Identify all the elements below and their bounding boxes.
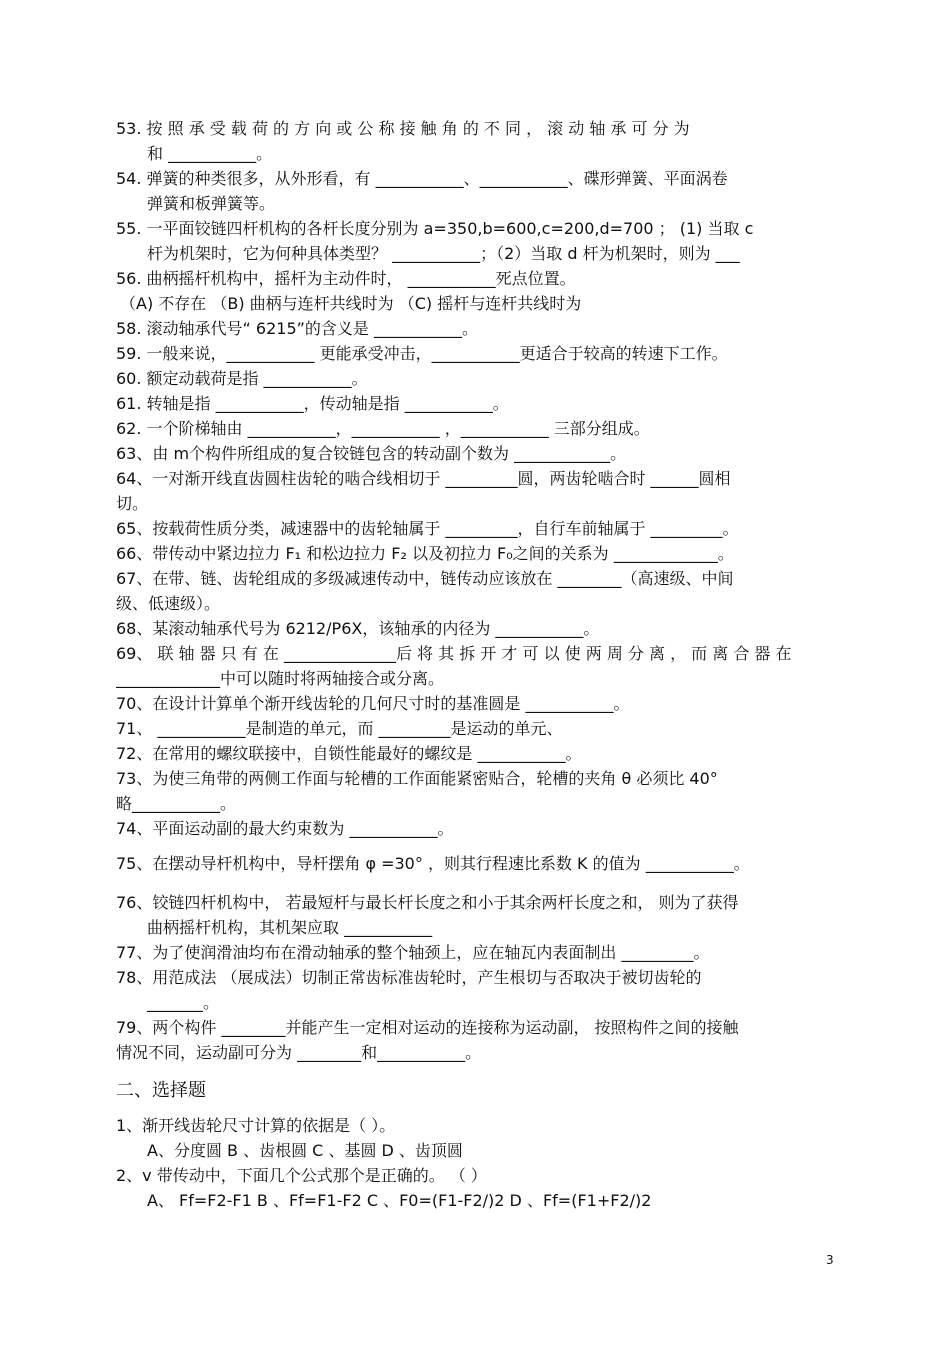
section-title: 二、选择题 bbox=[116, 1080, 206, 1101]
question-74: 74、平面运动副的最大约束数为 ___________。 bbox=[116, 819, 454, 838]
question-58: 58. 滚动轴承代号“ 6215”的含义是 ___________。 bbox=[116, 319, 479, 338]
question-73-line-1: 73、为使三角带的两侧工作面与轮槽的工作面能紧密贴合，轮槽的夹角 θ 必须比 40° bbox=[116, 769, 718, 788]
question-75: 75、在摆动导杆机构中，导杆摆角 φ =30° ，则其行程速比系数 K 的值为 ___________。 bbox=[116, 854, 750, 873]
question-79-line-1: 79、两个构件 ________并能产生一定相对运动的连接称为运动副， 按照构件之间的接触 bbox=[116, 1018, 739, 1037]
question-67-line-1: 67、在带、链、齿轮组成的多级减速传动中，链传动应该放在 ________（高速级、中间 bbox=[116, 569, 734, 588]
question-79-line-2: 情况不同，运动副可分为 ________和___________。 bbox=[116, 1043, 482, 1062]
question-64-line-1: 64、一对渐开线直齿圆柱齿轮的啮合线相切于 _________圆，两齿轮啮合时 ______圆相 bbox=[116, 469, 731, 488]
question-62: 62. 一个阶梯轴由 ___________，___________ ，___________ 三部分组成。 bbox=[116, 419, 650, 438]
question-68: 68、某滚动轴承代号为 6212/P6X，该轴承的内径为 ___________。 bbox=[116, 619, 600, 638]
question-56-line-1: 56. 曲柄摇杆机构中，摇杆为主动件时， ___________死点位置。 bbox=[116, 269, 576, 288]
question-59: 59. 一般来说，___________ 更能承受冲击，___________更适合于较高的转速下工作。 bbox=[116, 344, 728, 363]
question-53-line-2: 和 ___________。 bbox=[147, 144, 273, 163]
question-69-line-2: _____________中可以随时将两轴接合或分离。 bbox=[116, 669, 445, 688]
question-55-line-1: 55. 一平面铰链四杆机构的各杆长度分别为 a=350,b=600,c=200,d=700 ； (1) 当取 c bbox=[116, 219, 754, 238]
question-60: 60. 额定动载荷是指 ___________。 bbox=[116, 369, 368, 388]
question-65: 65、按载荷性质分类，减速器中的齿轮轴属于 _________，自行车前轴属于 _________。 bbox=[116, 519, 739, 538]
question-64-line-2: 切。 bbox=[116, 494, 149, 513]
question-78-line-2: _______。 bbox=[147, 993, 220, 1012]
question-56-options: （A) 不存在 （B) 曲柄与连杆共线时为 （C) 摇杆与连杆共线时为 bbox=[120, 294, 582, 313]
question-54-line-2: 弹簧和板弹簧等。 bbox=[147, 194, 276, 213]
question-78-line-1: 78、用范成法 （展成法）切制正常齿标准齿轮时，产生根切与否取决于被切齿轮的 bbox=[116, 968, 702, 987]
question-67-line-2: 级、低速级）。 bbox=[116, 594, 221, 613]
question-69-line-1: 69、 联 轴 器 只 有 在 ______________后 将 其 拆 开 才 可 以 使 两 周 分 离 ， 而 离 合 器 在 bbox=[116, 644, 792, 663]
question-73-line-2: 略___________。 bbox=[116, 794, 237, 813]
question-76-line-2: 曲柄摇杆机构，其机架应取 ___________ bbox=[147, 918, 433, 937]
choice-question-2-options: A、 Ff=F2-F1 B 、Ff=F1-F2 C 、F0=(F1-F2/)2 D 、Ff=(F1+F2/)2 bbox=[147, 1191, 652, 1210]
choice-question-1-options: A、分度圆 B 、齿根圆 C 、基圆 D 、齿顶圆 bbox=[147, 1141, 463, 1160]
choice-question-2: 2、v 带传动中，下面几个公式那个是正确的。 （ ） bbox=[116, 1166, 487, 1185]
question-63: 63、由 m个构件所组成的复合铰链包含的转动副个数为 ____________。 bbox=[116, 444, 627, 463]
question-61: 61. 转轴是指 ___________，传动轴是指 ___________。 bbox=[116, 394, 509, 413]
page-number: 3 bbox=[826, 1253, 834, 1267]
choice-question-1: 1、渐开线齿轮尺寸计算的依据是（ ）。 bbox=[116, 1116, 396, 1135]
question-77: 77、为了使润滑油均布在滑动轴承的整个轴颈上，应在轴瓦内表面制出 _________。 bbox=[116, 943, 710, 962]
question-66: 66、带传动中紧边拉力 F₁ 和松边拉力 F₂ 以及初拉力 F₀之间的关系为 _____________。 bbox=[116, 544, 734, 563]
question-54-line-1: 54. 弹簧的种类很多，从外形看，有 ___________、___________、碟形弹簧、平面涡卷 bbox=[116, 169, 728, 188]
question-70: 70、在设计计算单个渐开线齿轮的几何尺寸时的基准圆是 ___________。 bbox=[116, 694, 630, 713]
question-72: 72、在常用的螺纹联接中，自锁性能最好的螺纹是 ___________。 bbox=[116, 744, 582, 763]
question-76-line-1: 76、铰链四杆机构中， 若最短杆与最长杆长度之和小于其余两杆长度之和， 则为了获得 bbox=[116, 893, 739, 912]
question-53-line-1: 53. 按 照 承 受 载 荷 的 方 向 或 公 称 接 触 角 的 不 同 ， 滚 动 轴 承 可 分 为 bbox=[116, 119, 690, 138]
question-55-line-2: 杆为机架时，它为何种具体类型？ ___________；（2）当取 d 杆为机架时，则为 ___ bbox=[147, 244, 740, 263]
question-71: 71、 ___________是制造的单元，而 _________是运动的单元、 bbox=[116, 719, 563, 738]
